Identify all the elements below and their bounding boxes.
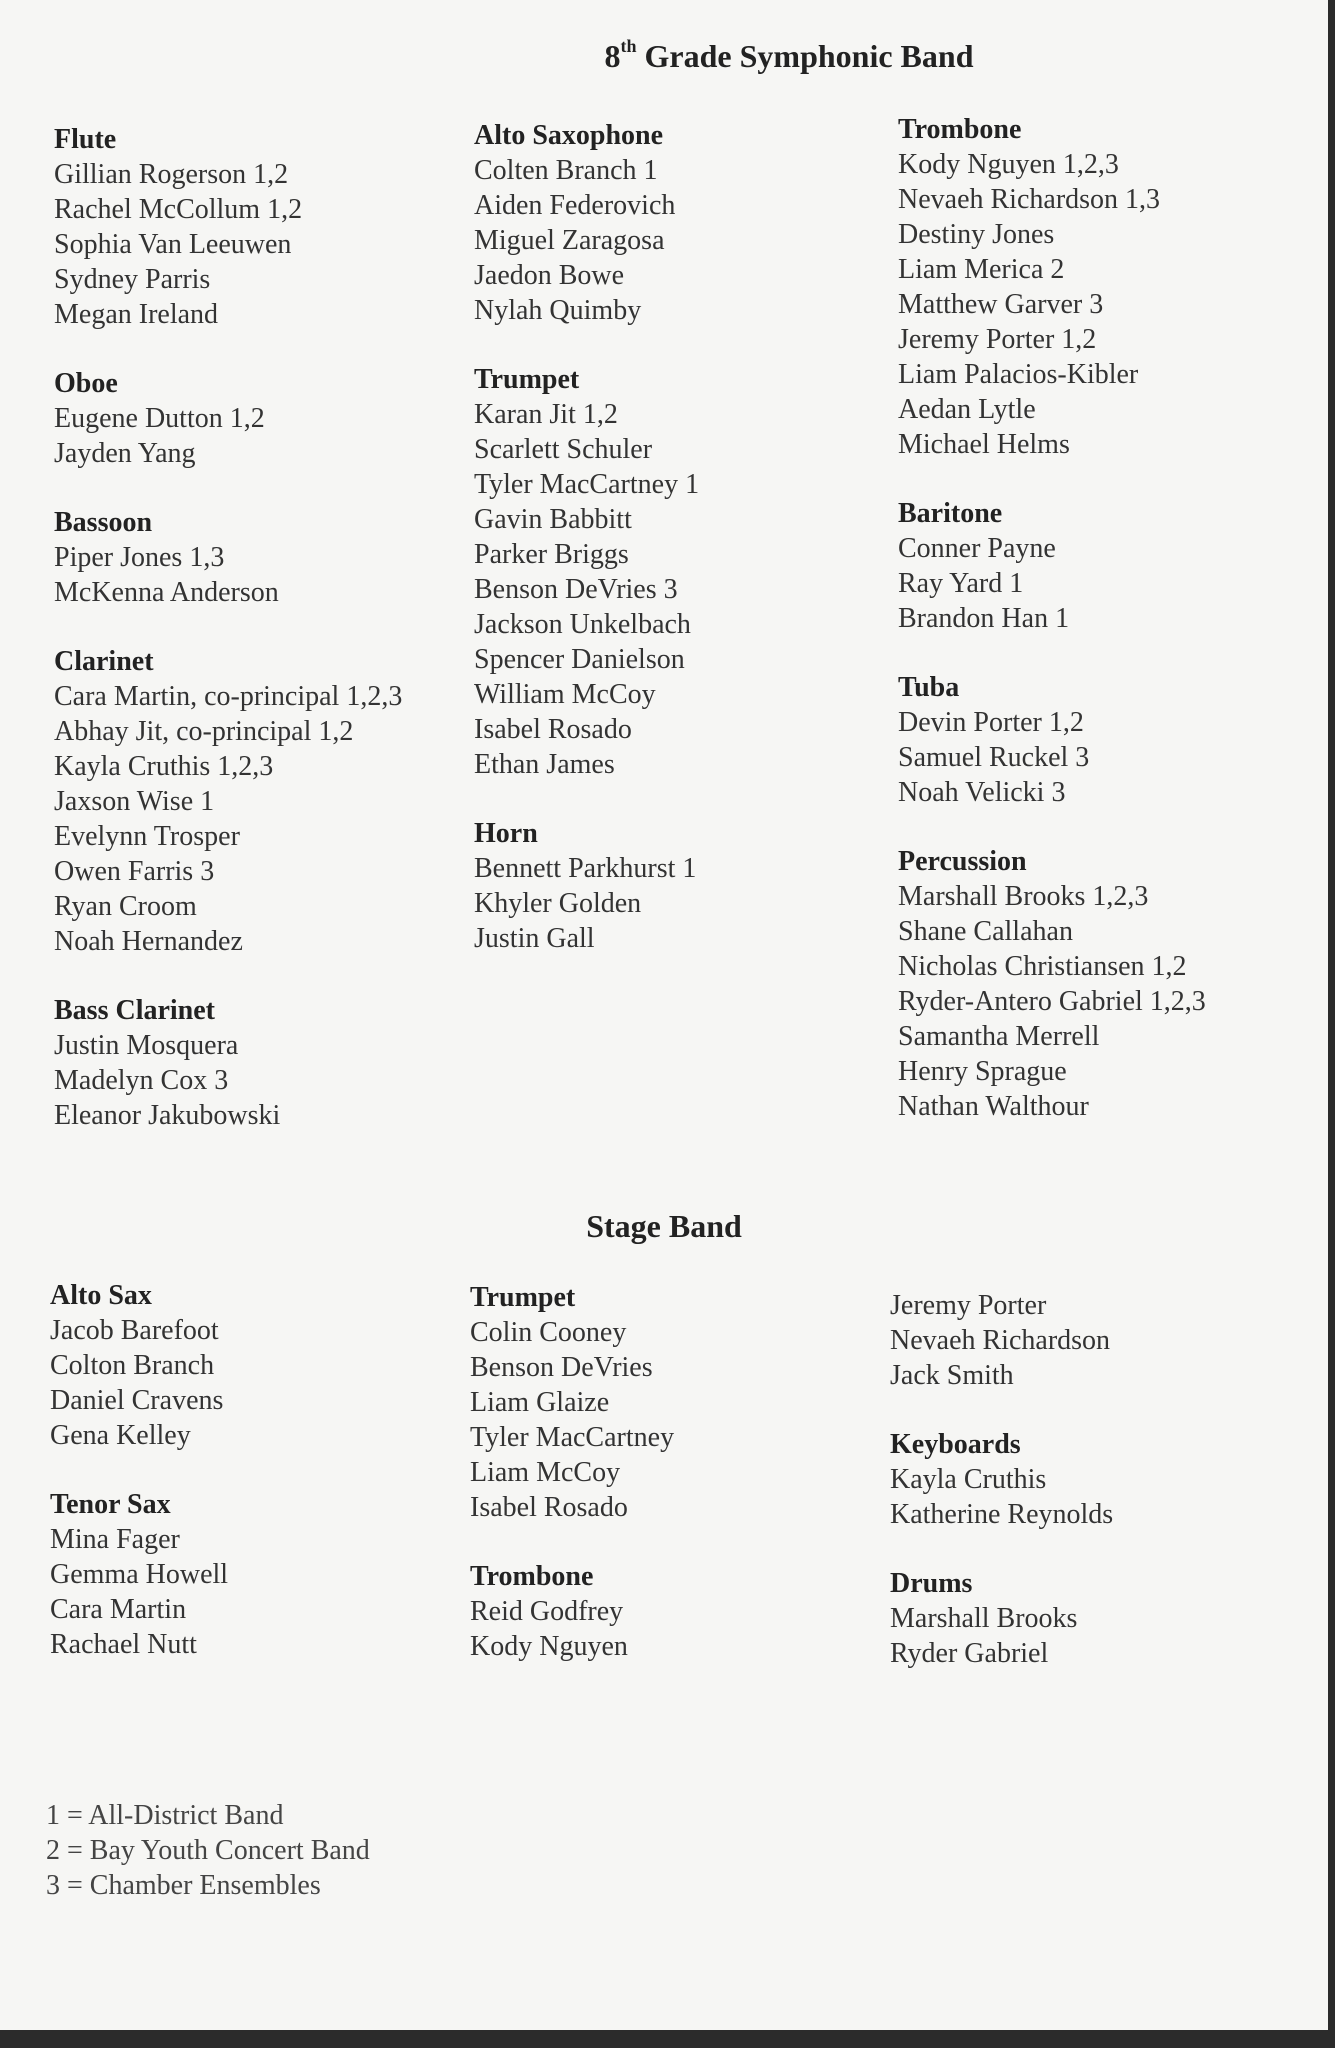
- member-list: [50, 1313, 228, 1453]
- symphonic-column-2: [474, 118, 699, 990]
- section-heading: Trumpet: [470, 1282, 576, 1313]
- member-name: Nicholas Christiansen 1,2: [898, 951, 1187, 982]
- member-list: [54, 401, 402, 471]
- member-name: Benson DeVries 3: [474, 574, 678, 605]
- section-heading: Keyboards: [890, 1429, 1021, 1460]
- member-list: [898, 705, 1206, 810]
- legend-item: 2 = Bay Youth Concert Band: [46, 1835, 370, 1866]
- member-name: Shane Callahan: [898, 916, 1073, 947]
- member-list: [890, 1462, 1113, 1532]
- member-name: Nathan Walthour: [898, 1091, 1089, 1122]
- member-name: Colton Branch: [50, 1350, 215, 1381]
- member-list: [54, 679, 402, 959]
- member-name: McKenna Anderson: [54, 577, 279, 608]
- member-name: Jeremy Porter 1,2: [898, 324, 1097, 355]
- section-stage-trumpet: [470, 1280, 674, 1525]
- member-name: Eugene Dutton 1,2: [54, 403, 265, 434]
- section-tuba: [898, 670, 1206, 810]
- section-trumpet: [474, 362, 699, 782]
- member-name: Gillian Rogerson 1,2: [54, 159, 289, 190]
- member-list: [890, 1601, 1113, 1671]
- section-alto-saxophone: [474, 118, 699, 328]
- member-name: Madelyn Cox 3: [54, 1065, 229, 1096]
- member-name: Ray Yard 1: [898, 568, 1024, 599]
- member-list: [50, 1522, 228, 1662]
- member-name: Aedan Lytle: [898, 394, 1036, 425]
- member-name: Cara Martin, co-principal 1,2,3: [54, 681, 403, 712]
- member-name: Tyler MacCartney: [470, 1422, 675, 1453]
- member-name: Jeremy Porter: [890, 1290, 1047, 1321]
- member-name: Nevaeh Richardson: [890, 1325, 1111, 1356]
- member-name: Piper Jones 1,3: [54, 542, 225, 573]
- section-heading: Alto Saxophone: [474, 120, 664, 151]
- stage-band-title: Stage Band: [586, 1208, 742, 1244]
- section-trombone-continued: [890, 1288, 1113, 1393]
- section-keyboards: [890, 1427, 1113, 1532]
- member-name: Justin Gall: [474, 923, 595, 954]
- section-heading: Trombone: [898, 114, 1022, 145]
- member-name: Mina Fager: [50, 1524, 180, 1555]
- symphonic-column-1: [54, 122, 402, 1167]
- section-heading: Drums: [890, 1568, 973, 1599]
- member-name: Matthew Garver 3: [898, 289, 1104, 320]
- member-name: Karan Jit 1,2: [474, 399, 618, 430]
- section-heading: Clarinet: [54, 646, 154, 677]
- member-name: Justin Mosquera: [54, 1030, 239, 1061]
- member-name: Noah Hernandez: [54, 926, 243, 957]
- section-stage-trombone: [470, 1559, 674, 1664]
- member-name: Cara Martin: [50, 1594, 187, 1625]
- section-clarinet: [54, 644, 402, 959]
- section-bassoon: [54, 505, 402, 610]
- member-name: Rachael Nutt: [50, 1629, 197, 1660]
- member-name: Jaxson Wise 1: [54, 786, 215, 817]
- member-name: Brandon Han 1: [898, 603, 1070, 634]
- member-name: Kody Nguyen: [470, 1631, 628, 1662]
- section-tenor-sax: [50, 1487, 228, 1662]
- section-oboe: [54, 366, 402, 471]
- member-name: Liam Palacios-Kibler: [898, 359, 1139, 390]
- section-heading: Tenor Sax: [50, 1489, 171, 1520]
- member-list: [474, 397, 699, 782]
- section-heading: Trombone: [470, 1561, 594, 1592]
- section-drums: [890, 1566, 1113, 1671]
- member-list: [898, 879, 1206, 1124]
- member-name: William McCoy: [474, 679, 656, 710]
- member-name: Isabel Rosado: [474, 714, 632, 745]
- member-list: [474, 851, 699, 956]
- member-name: Eleanor Jakubowski: [54, 1100, 281, 1131]
- member-name: Jack Smith: [890, 1360, 1014, 1391]
- section-bass-clarinet: [54, 993, 402, 1133]
- member-name: Jaedon Bowe: [474, 260, 625, 291]
- member-name: Gavin Babbitt: [474, 504, 632, 535]
- member-list: [54, 540, 402, 610]
- section-heading: Bass Clarinet: [54, 995, 215, 1026]
- member-name: Nevaeh Richardson 1,3: [898, 184, 1161, 215]
- legend-item: 3 = Chamber Ensembles: [46, 1870, 321, 1901]
- section-trombone: [898, 112, 1206, 462]
- member-name: Jacob Barefoot: [50, 1315, 219, 1346]
- member-name: Katherine Reynolds: [890, 1499, 1114, 1530]
- member-name: Ethan James: [474, 749, 615, 780]
- member-name: Liam Glaize: [470, 1387, 610, 1418]
- member-name: Reid Godfrey: [470, 1596, 624, 1627]
- member-name: Parker Briggs: [474, 539, 629, 570]
- member-name: Kayla Cruthis: [890, 1464, 1047, 1495]
- member-name: Colin Cooney: [470, 1317, 627, 1348]
- legend-item: 1 = All-District Band: [46, 1800, 284, 1831]
- member-name: Megan Ireland: [54, 299, 219, 330]
- stage-column-1: [50, 1278, 228, 1696]
- member-name: Jackson Unkelbach: [474, 609, 691, 640]
- member-name: Marshall Brooks 1,2,3: [898, 881, 1149, 912]
- member-name: Michael Helms: [898, 429, 1070, 460]
- member-name: Colten Branch 1: [474, 155, 658, 186]
- member-name: Nylah Quimby: [474, 295, 642, 326]
- member-list: [898, 531, 1206, 636]
- member-name: Devin Porter 1,2: [898, 707, 1084, 738]
- section-heading: Tuba: [898, 672, 960, 703]
- symphonic-column-3: [898, 112, 1206, 1158]
- member-list: [54, 157, 402, 332]
- section-heading: Alto Sax: [50, 1280, 152, 1311]
- honors-legend: [46, 1798, 370, 1903]
- member-name: Samantha Merrell: [898, 1021, 1100, 1052]
- member-name: Ryan Croom: [54, 891, 197, 922]
- member-name: Bennett Parkhurst 1: [474, 853, 697, 884]
- member-list: [898, 147, 1206, 462]
- member-name: Kody Nguyen 1,2,3: [898, 149, 1119, 180]
- member-name: Abhay Jit, co-principal 1,2: [54, 716, 354, 747]
- member-name: Owen Farris 3: [54, 856, 215, 887]
- member-list: [890, 1288, 1113, 1393]
- member-name: Tyler MacCartney 1: [474, 469, 700, 500]
- member-name: Henry Sprague: [898, 1056, 1067, 1087]
- symphonic-band-title: 8th Grade Symphonic Band: [604, 36, 974, 74]
- member-list: [474, 153, 699, 328]
- member-name: Sydney Parris: [54, 264, 211, 295]
- section-heading: Bassoon: [54, 507, 153, 538]
- member-name: Liam Merica 2: [898, 254, 1065, 285]
- section-percussion: [898, 844, 1206, 1124]
- section-alto-sax: [50, 1278, 228, 1453]
- member-name: Ryder-Antero Gabriel 1,2,3: [898, 986, 1206, 1017]
- member-name: Spencer Danielson: [474, 644, 685, 675]
- member-name: Scarlett Schuler: [474, 434, 653, 465]
- member-name: Sophia Van Leeuwen: [54, 229, 292, 260]
- stage-column-3: [890, 1288, 1113, 1705]
- member-name: Destiny Jones: [898, 219, 1055, 250]
- member-name: Evelynn Trosper: [54, 821, 240, 852]
- section-heading: Trumpet: [474, 364, 580, 395]
- member-name: Jayden Yang: [54, 438, 196, 469]
- member-name: Rachel McCollum 1,2: [54, 194, 303, 225]
- member-name: Daniel Cravens: [50, 1385, 224, 1416]
- member-list: [54, 1028, 402, 1133]
- member-name: Samuel Ruckel 3: [898, 742, 1090, 773]
- section-heading: Percussion: [898, 846, 1027, 877]
- member-name: Benson DeVries: [470, 1352, 653, 1383]
- member-name: Conner Payne: [898, 533, 1056, 564]
- stage-column-2: [470, 1280, 674, 1698]
- section-heading: Horn: [474, 818, 538, 849]
- section-heading: Baritone: [898, 498, 1003, 529]
- member-name: Gena Kelley: [50, 1420, 191, 1451]
- member-list: [470, 1594, 674, 1664]
- member-name: Isabel Rosado: [470, 1492, 628, 1523]
- section-heading: Flute: [54, 124, 117, 155]
- section-heading: Oboe: [54, 368, 118, 399]
- member-list: [470, 1315, 674, 1525]
- member-name: Gemma Howell: [50, 1559, 229, 1590]
- member-name: Marshall Brooks: [890, 1603, 1078, 1634]
- member-name: Miguel Zaragosa: [474, 225, 665, 256]
- section-flute: [54, 122, 402, 332]
- member-name: Noah Velicki 3: [898, 777, 1066, 808]
- member-name: Liam McCoy: [470, 1457, 621, 1488]
- member-name: Kayla Cruthis 1,2,3: [54, 751, 274, 782]
- section-baritone: [898, 496, 1206, 636]
- section-horn: [474, 816, 699, 956]
- member-name: Ryder Gabriel: [890, 1638, 1049, 1669]
- member-name: Aiden Federovich: [474, 190, 676, 221]
- member-name: Khyler Golden: [474, 888, 642, 919]
